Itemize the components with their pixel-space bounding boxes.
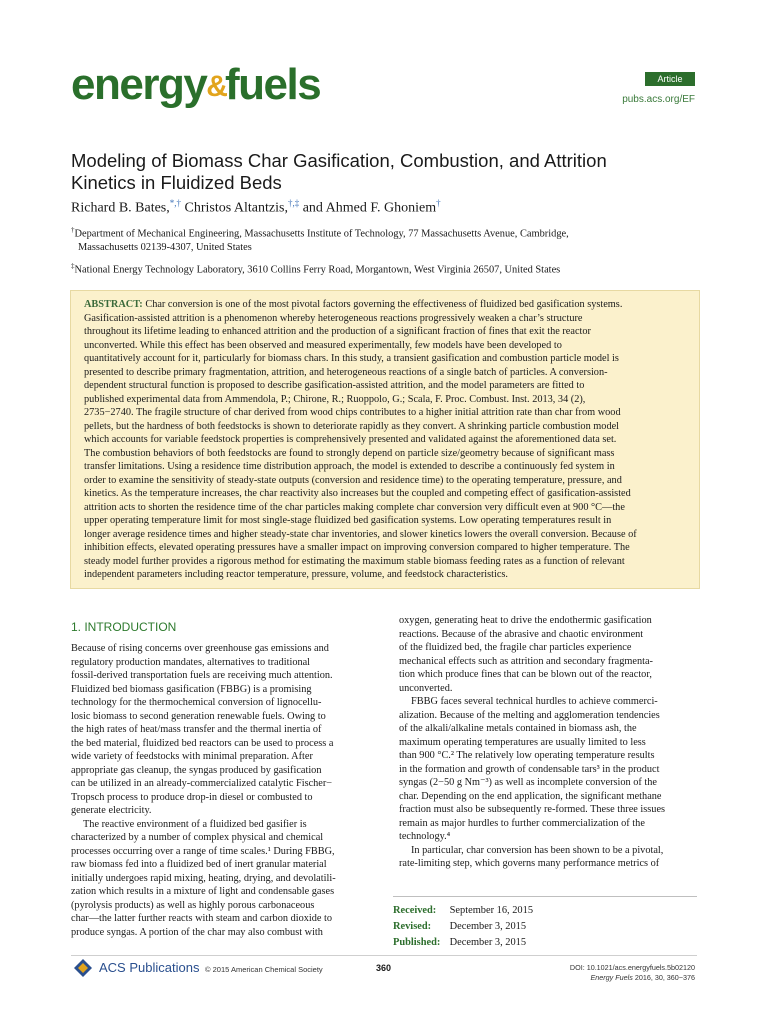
body-line: than 900 °C.² The relatively low operating temperature results bbox=[399, 750, 655, 761]
author-name[interactable]: Richard B. Bates, bbox=[71, 200, 170, 216]
body-line: wide variety of feedstocks with minimal preparation. After bbox=[71, 751, 313, 762]
body-line: FBBG faces several technical hurdles to achieve commerci- bbox=[411, 696, 658, 707]
body-line: processes occurring over a range of time scales.¹ During FBBG, bbox=[71, 845, 335, 857]
publication-dates bbox=[393, 896, 697, 951]
abstract-label: ABSTRACT: bbox=[84, 299, 143, 310]
article-title bbox=[71, 150, 701, 194]
body-line: fossil-derived transportation fuels are receiving much attention. bbox=[71, 670, 333, 681]
body-line: produce syngas. A portion of the char may also combust with bbox=[71, 926, 323, 938]
body-line: the bed material, fluidized bed reactors can be used to process a bbox=[71, 737, 334, 749]
abstract-text bbox=[84, 298, 686, 582]
article-type-badge: Article bbox=[645, 72, 695, 86]
journal-logo bbox=[71, 62, 320, 108]
body-line: regulatory production mandates, alternatives to traditional bbox=[71, 656, 311, 668]
body-column-left bbox=[71, 620, 369, 939]
affiliation bbox=[71, 260, 691, 277]
body-line: char—the latter further reacts with steam and carbon dioxide to bbox=[71, 913, 333, 924]
affiliation-mark: ‡ bbox=[71, 262, 75, 270]
body-line: rate-limiting step, which governs many performance metrics of bbox=[399, 858, 660, 869]
body-line: characterized by a number of complex physical and chemical bbox=[71, 832, 324, 843]
abstract-line: pellets, but the hardness of both feedstocks is shown to deteriorate rapidly as they convert. A shrinking particle combustion model bbox=[84, 420, 620, 432]
journal-name-energy: energy bbox=[71, 60, 207, 109]
body-line: mechanical effects such as attrition and secondary fragmenta- bbox=[399, 655, 653, 667]
abstract-line: attrition acts to shorten the residence time of the char particles making complete char conversion very difficult even at 900 °C—the bbox=[84, 501, 625, 513]
acs-logo-icon bbox=[73, 958, 93, 978]
affiliation bbox=[71, 224, 691, 254]
body-line: Because of rising concerns over greenhouse gas emissions and bbox=[71, 643, 329, 654]
abstract-line: kinetics. As the temperature increases, the char reactivity also increases but the coupled and competing effect of gasification-assisted bbox=[84, 488, 631, 499]
body-line: technology.⁴ bbox=[399, 831, 451, 842]
citation-journal: Energy Fuels bbox=[590, 973, 633, 982]
body-line: in the formation and growth of condensable tars³ in the product bbox=[399, 763, 660, 775]
abstract-line: transfer limitations. Using a residence time distribution approach, the model is extended to describe a continuously fed system in bbox=[84, 461, 615, 472]
doi-link[interactable]: DOI: 10.1021/acs.energyfuels.5b02120 bbox=[569, 963, 695, 972]
journal-name-amp: & bbox=[206, 70, 225, 103]
citation-line bbox=[570, 973, 695, 983]
author-name[interactable]: and Ahmed F. Ghoniem bbox=[299, 200, 437, 216]
title-line: Kinetics in Fluidized Beds bbox=[71, 172, 282, 193]
abstract-line: The combustion behaviors of both feedstocks are found to strongly depend on particle size/geometry because of significant mass bbox=[84, 447, 615, 459]
body-line: generate electricity. bbox=[71, 805, 152, 816]
body-line: (pyrolysis products) as well as highly porous carbonaceous bbox=[71, 899, 315, 911]
affiliation-text: Department of Mechanical Engineering, Massachusetts Institute of Technology, 77 Massachusetts Avenue, Cambridge, bbox=[74, 228, 569, 240]
abstract-line bbox=[84, 298, 686, 312]
abstract-line: independent parameters including reactor temperature, pressure, volume, and feedstock characteristics. bbox=[84, 569, 508, 580]
date-value: December 3, 2015 bbox=[449, 921, 527, 932]
affiliation-text: National Energy Technology Laboratory, 3610 Collins Ferry Road, Morgantown, West Virginia 26507, United States bbox=[74, 264, 561, 276]
date-revised bbox=[393, 919, 697, 935]
abstract-line: Gasification-assisted attrition is a phenomenon whereby heterogeneous reactions progressively weaken a char’s structure bbox=[84, 312, 583, 324]
body-line: the high rates of heat/mass transfer and the thermal inertia of bbox=[71, 724, 322, 735]
body-line: Tropsch process to produce drop-in diesel or combusted to bbox=[71, 791, 313, 803]
body-line: alization. Because of the melting and agglomeration tendencies bbox=[399, 709, 660, 721]
body-line: of the alkali/alkaline metals contained in biomass ash, the bbox=[399, 723, 637, 734]
body-line: reactions. Because of the abrasive and chaotic environment bbox=[399, 628, 644, 640]
abstract-line: dependent structural function is proposed to describe gasification-assisted attrition, and the model parameters are fitted to bbox=[84, 380, 585, 391]
page-number: 360 bbox=[376, 963, 392, 973]
section-heading-introduction: 1. INTRODUCTION bbox=[71, 620, 177, 634]
body-line: The reactive environment of a fluidized bed gasifier is bbox=[83, 818, 307, 830]
body-line: raw biomass fed into a fluidized bed of inert granular material bbox=[71, 859, 327, 870]
abstract-line: presented to describe primary fragmentation, attrition, and heterogeneous reactions of a single batch of particles. A conversion- bbox=[84, 366, 608, 378]
abstract-line: steady model further provides a rigorous method for estimating the maximum stable biomass feeding rates as a function of relevant bbox=[84, 555, 625, 567]
affiliation-mark: † bbox=[71, 226, 75, 234]
body-line: can be utilized in an already-commercialized catalytic Fischer− bbox=[71, 778, 333, 789]
abstract-line-text: Char conversion is one of the most pivotal factors governing the effectiveness of fluidized bed gasification systems. bbox=[145, 299, 623, 310]
affiliation-line: Massachusetts 02139-4307, United States bbox=[78, 241, 252, 253]
date-label: Received: bbox=[393, 905, 437, 916]
date-value: December 3, 2015 bbox=[449, 937, 527, 948]
body-column-right bbox=[399, 614, 697, 871]
doi-citation bbox=[570, 963, 695, 983]
author-name[interactable]: Christos Altantzis, bbox=[181, 200, 288, 216]
body-line: char. Depending on the end application, the significant methane bbox=[399, 790, 662, 802]
body-line: remain as major hurdles to further commercialization of the bbox=[399, 817, 645, 829]
abstract-line: order to examine the sensitivity of steady-state outputs (conversion and residence time) to the operating temperature, pressure, and bbox=[84, 474, 622, 486]
body-line: tion which produce fines that can be blown out of the reactor, bbox=[399, 669, 652, 680]
date-label: Revised: bbox=[393, 921, 432, 932]
body-line: initially undergoes rapid mixing, heating, drying, and devolatili- bbox=[71, 872, 336, 884]
body-line: oxygen, generating heat to drive the endothermic gasification bbox=[399, 615, 652, 626]
body-line: In particular, char conversion has been shown to be a pivotal, bbox=[411, 844, 664, 856]
author-marks[interactable]: †,‡ bbox=[287, 198, 300, 208]
date-value: September 16, 2015 bbox=[449, 905, 534, 916]
title-line: Modeling of Biomass Char Gasification, Combustion, and Attrition bbox=[71, 150, 607, 171]
date-label: Published: bbox=[393, 937, 441, 948]
footer-divider bbox=[71, 955, 697, 956]
body-line: technology for the thermochemical conversion of lignocellu- bbox=[71, 697, 322, 708]
body-line: Fluidized bed biomass gasification (FBBG) is a promising bbox=[71, 683, 312, 695]
publisher-name[interactable]: ACS Publications bbox=[99, 960, 200, 975]
abstract-line: unconverted. While this effect has been observed and measured experimentally, few models have been developed to bbox=[84, 339, 562, 351]
date-published bbox=[393, 935, 697, 951]
body-line: of the fluidized bed, the fragile char particles experience bbox=[399, 642, 632, 653]
body-line: syngas (2−50 g Nm⁻³) as well as incomplete conversion of the bbox=[399, 777, 657, 788]
author-marks[interactable]: *,† bbox=[169, 198, 182, 208]
body-line: losic biomass to second generation renewable fuels. Owing to bbox=[71, 710, 326, 722]
author-list bbox=[71, 198, 441, 217]
journal-url-link[interactable]: pubs.acs.org/EF bbox=[622, 94, 695, 105]
abstract-line: which accounts for variable feedstock properties is comprehensively presented and validated against the aforementioned data set. bbox=[84, 434, 617, 445]
journal-name-fuels: fuels bbox=[224, 60, 321, 109]
abstract-line: quantitatively account for it, particularly for biomass chars. In this study, a transient gasification and combustion particle model is bbox=[84, 353, 619, 364]
copyright-notice: © 2015 American Chemical Society bbox=[205, 965, 323, 974]
affiliation-line bbox=[71, 260, 691, 277]
body-line: maximum operating temperatures are usually limited to less bbox=[399, 736, 646, 748]
abstract-line: throughout its lifetime leading to enhanced attrition and the production of a significant fraction of fines that exit the reactor bbox=[84, 326, 591, 337]
body-line: unconverted. bbox=[399, 682, 453, 694]
body-line: fraction must also be subsequently re-formed. These three issues bbox=[399, 804, 666, 815]
citation-details: 2016, 30, 360−376 bbox=[632, 973, 695, 982]
body-line: zation which results in a mixture of light and condensable gases bbox=[71, 886, 335, 897]
abstract-line: inhibition effects, elevated operating pressures have a smaller impact on improving conversion compared to higher temperature. The bbox=[84, 542, 630, 553]
abstract-line: longer average residence times and higher steady-state char inventories, and slower kinetics lowers the overall conversion. Because of bbox=[84, 528, 637, 540]
body-line: appropriate gas cleanup, the syngas produced by gasification bbox=[71, 764, 322, 776]
abstract-line: upper operating temperature limit for most single-stage fluidized bed gasification systems. Low operating temperatures result in bbox=[84, 515, 612, 526]
abstract-line: 2735−2740. The fragile structure of char derived from wood chips contributes to a higher initial attrition rate than char from wood bbox=[84, 407, 621, 418]
author-marks[interactable]: † bbox=[436, 198, 441, 208]
affiliation-line bbox=[71, 224, 691, 241]
abstract-line: published experimental data from Ammendola, P.; Chirone, R.; Ruoppolo, G.; Scala, F. Proc. Combust. Inst. 2013, 34 (2), bbox=[84, 393, 586, 405]
date-received bbox=[393, 903, 697, 919]
